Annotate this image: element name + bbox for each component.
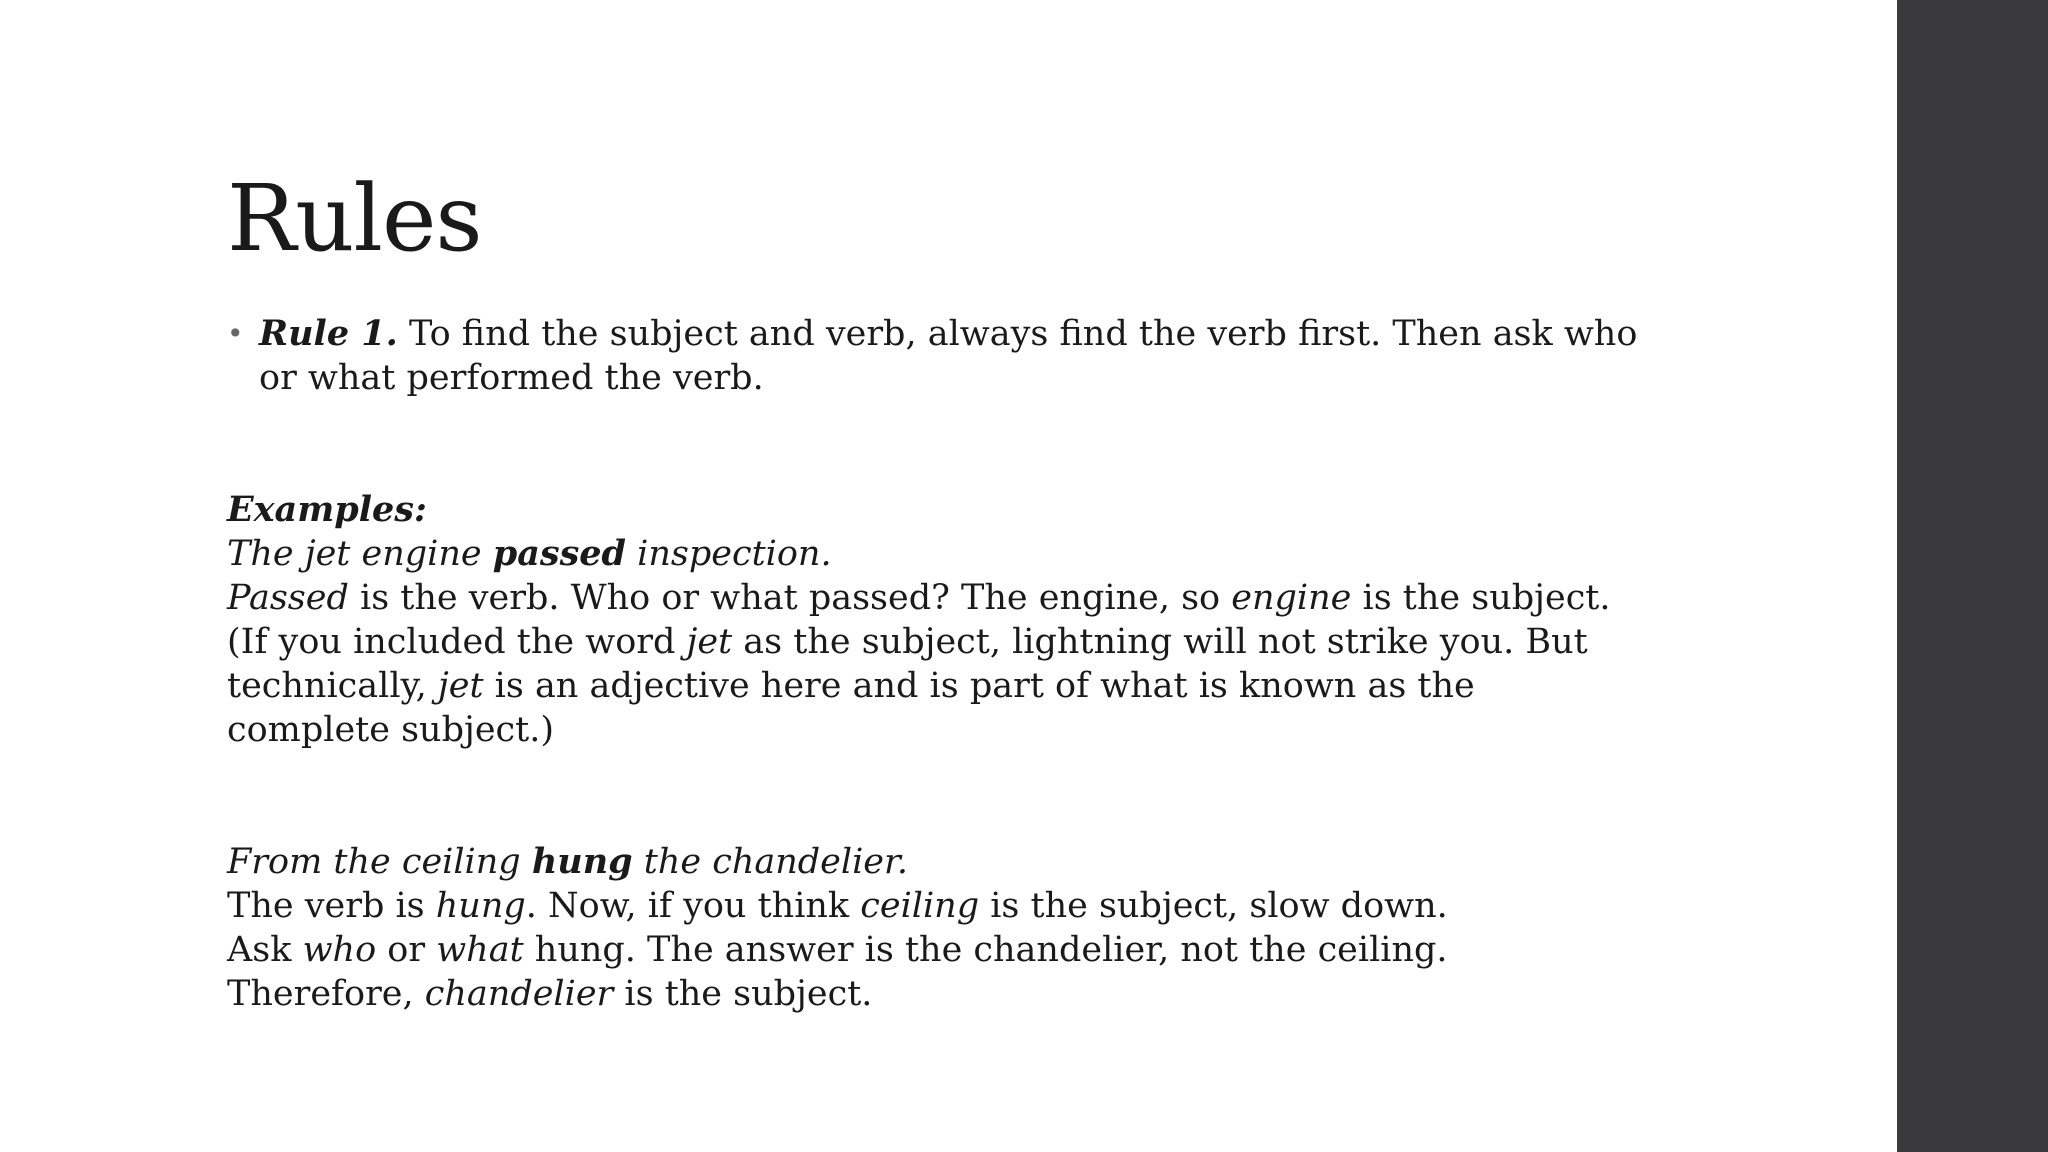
rule-1-bullet — [227, 312, 1687, 400]
example-2-line-3: Therefore, chandelier is the subject. — [227, 974, 873, 1014]
example-2-line-1: The verb is hung. Now, if you think ceiling is the subject, slow down. — [227, 886, 1448, 926]
rule-1-line-1 — [259, 312, 1687, 356]
rule-label: Rule 1. — [259, 313, 398, 354]
side-bar — [1897, 0, 2048, 1152]
bullet-dot-icon: • — [227, 317, 244, 350]
example-1-sentence: The jet engine passed inspection. — [227, 533, 832, 574]
slide-content — [227, 312, 1687, 1016]
slide-title: Rules — [227, 165, 482, 272]
rule-1-line-2: or what performed the verb. — [259, 358, 764, 398]
example-2 — [227, 840, 1687, 1016]
example-1-line-2: (If you included the word jet as the subject, lightning will not strike you. But — [227, 622, 1588, 662]
example-1-line-4: complete subject.) — [227, 710, 554, 750]
example-2-line-2: Ask who or what hung. The answer is the chandelier, not the ceiling. — [227, 930, 1448, 970]
spacer — [227, 400, 1687, 488]
example-1-line-1: Passed is the verb. Who or what passed? The engine, so engine is the subject. — [227, 578, 1611, 618]
examples-heading: Examples: — [227, 489, 427, 530]
example-2-sentence: From the ceiling hung the chandelier. — [227, 841, 909, 882]
spacer — [227, 752, 1687, 840]
example-1 — [227, 488, 1687, 752]
rule-text-1: To find the subject and verb, always find the verb first. Then ask who — [397, 314, 1638, 354]
example-1-line-3: technically, jet is an adjective here and is part of what is known as the — [227, 666, 1475, 706]
